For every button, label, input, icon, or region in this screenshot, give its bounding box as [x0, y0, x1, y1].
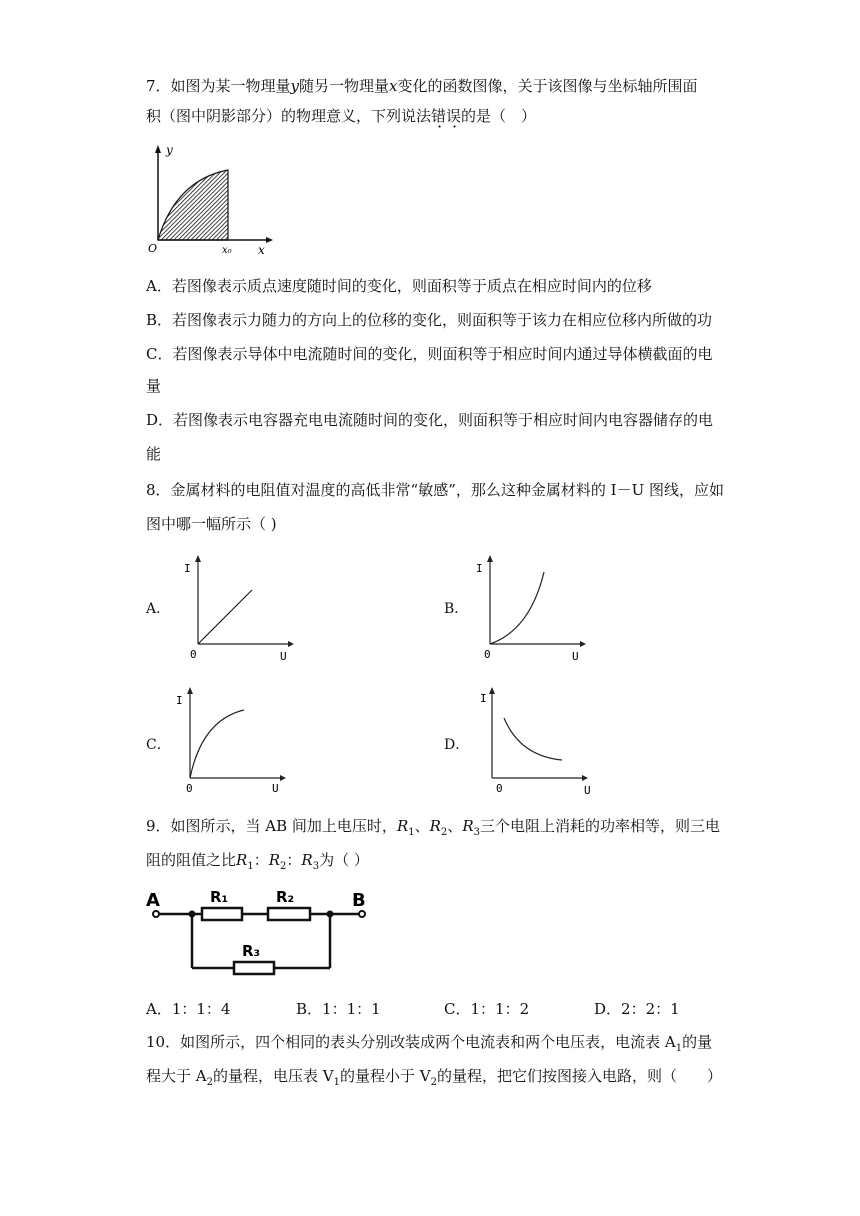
iu-line [198, 590, 252, 644]
svg-text:I: I [184, 562, 191, 575]
q9-option-c: C．1：1：2 [444, 1000, 530, 1018]
svg-text:0: 0 [496, 782, 503, 795]
svg-text:U: U [272, 782, 279, 795]
svg-text:U: U [572, 650, 579, 663]
r3-label: R₃ [242, 942, 261, 960]
q7-stem-line2: 积（图中阴影部分）的物理意义，下列说法错误的是（ ） [146, 107, 537, 125]
q7-stem-line1: 7．如图为某一物理量y随另一物理量x变化的函数图像，关于该图像与坐标轴所围面 [146, 77, 698, 95]
svg-text:I: I [476, 562, 483, 575]
resistor-r2 [268, 908, 310, 920]
svg-text:0: 0 [484, 648, 491, 661]
svg-text:0: 0 [190, 648, 197, 661]
svg-text:U: U [280, 650, 287, 663]
terminal-a-label: A [146, 890, 160, 911]
origin-label: O [148, 242, 158, 255]
q7-option-d-cont: 能 [146, 445, 162, 463]
iu-curve [504, 718, 562, 760]
q7-option-c: C．若图像表示导体中电流随时间的变化，则面积等于相应时间内通过导体横截面的电 [146, 345, 713, 363]
terminal-a [153, 911, 159, 917]
q9-stem-line1: 9．如图所示，当 AB 间加上电压时，$R_1$、$R_2$、$R_3$三个电阻上消耗的功率相等，则三电 [146, 817, 720, 838]
iu-curve [490, 572, 544, 644]
svg-text:0: 0 [186, 782, 193, 795]
terminal-b [359, 911, 365, 917]
svg-text:U: U [584, 784, 591, 796]
r1-label: R₁ [210, 888, 229, 906]
q7-option-a: A．若图像表示质点速度随时间的变化，则面积等于质点在相应时间内的位移 [146, 277, 652, 295]
q8-graph-b [472, 552, 592, 664]
q8-option-a-letter: A． [146, 601, 171, 617]
q8-graph-c [172, 684, 292, 796]
q10-stem-line2: 程大于 $A_2$的量程，电压表 $V_1$的量程小于 $V_2$的量程，把它们按图接入电路，则（ ） [146, 1067, 722, 1088]
q9-circuit-diagram [140, 884, 380, 984]
q7-area-graph [146, 140, 276, 260]
q9-stem-line2: 阻的阻值之比$R_1$：$R_2$：$R_3$为（ ） [146, 851, 369, 872]
q9-option-a: A．1：1：4 [146, 1000, 231, 1018]
shaded-area [158, 170, 228, 240]
svg-text:I: I [176, 694, 183, 707]
q7-option-d: D．若图像表示电容器充电电流随时间的变化，则面积等于相应时间内电容器储存的电 [146, 411, 714, 429]
resistor-r1 [202, 908, 242, 920]
q8-graph-d [474, 684, 594, 796]
q7-option-c-cont: 量 [146, 377, 162, 395]
q9-option-d: D．2：2：1 [594, 1000, 680, 1018]
svg-text:I: I [480, 692, 487, 705]
q8-option-c-letter: C． [146, 737, 171, 753]
q8-stem-line2: 图中哪一幅所示（ ) [146, 515, 277, 533]
r2-label: R₂ [276, 888, 295, 906]
x0-label: x₀ [222, 245, 232, 256]
y-axis-label: y [166, 143, 173, 157]
q7-option-b: B．若图像表示力随力的方向上的位移的变化，则面积等于该力在相应位移内所做的功 [146, 311, 713, 329]
x-axis-label: x [258, 243, 265, 257]
q9-option-b: B．1：1：1 [296, 1000, 381, 1018]
q8-option-b-letter: B． [444, 601, 469, 617]
q8-graph-a [180, 552, 300, 664]
resistor-r3 [234, 962, 274, 974]
q8-option-d-letter: D． [444, 737, 470, 753]
q10-stem-line1: 10．如图所示，四个相同的表头分别改装成两个电流表和两个电压表，电流表 $A_1$的量 [146, 1033, 713, 1054]
q8-stem-line1: 8．金属材料的电阻值对温度的高低非常“敏感”，那么这种金属材料的 I－U 图线，应如 [146, 481, 724, 499]
iu-curve [190, 710, 244, 778]
terminal-b-label: B [352, 890, 366, 911]
